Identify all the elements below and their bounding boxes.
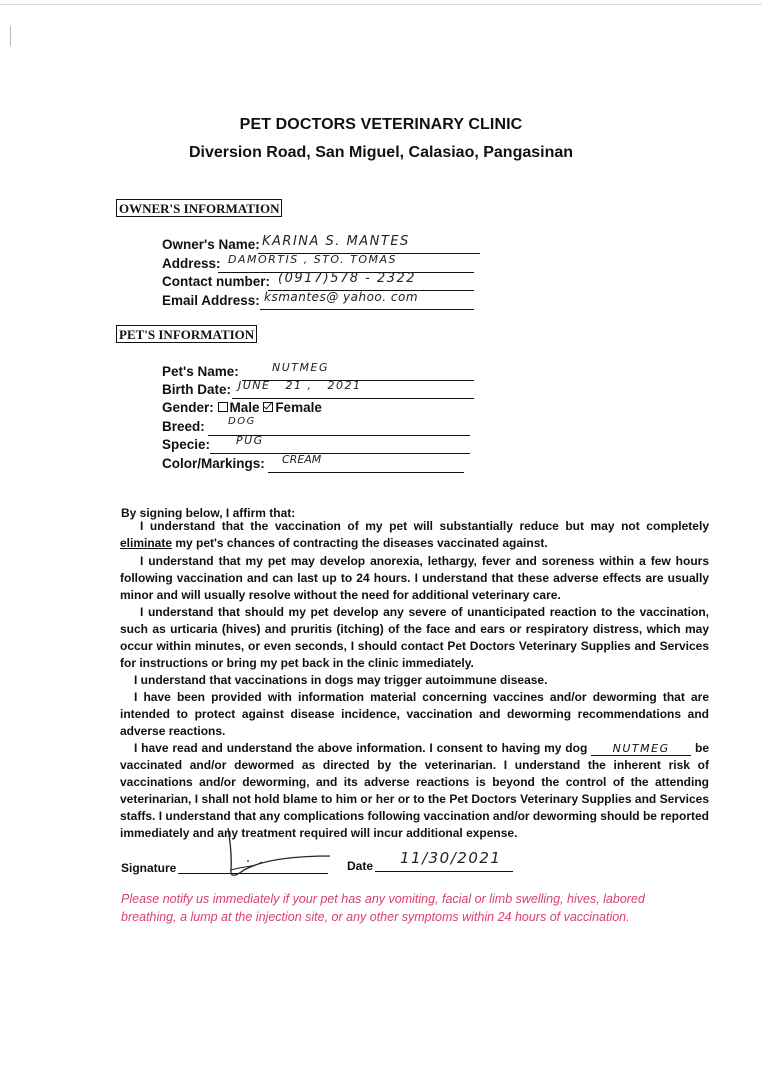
contact-field <box>162 271 417 289</box>
p3-text: I understand that should my pet develop any severe of unanticipated reaction to the vaccination, such as urticaria (hives) and pruritis (itching) of the face and ears or respiratory distress, which may occur within minutes, or even seconds, I should contact Pet Doctors Veterinary Supplies and Services for instructions or bring my pet back in the clinic immediately. <box>120 605 709 670</box>
email-value: ksmantes@ yahoo. com <box>264 290 419 304</box>
address-label: Address: <box>162 256 221 271</box>
p6-text-a: I have read and understand the above information. I consent to having my dog <box>134 741 588 755</box>
birth-date-field <box>162 379 362 397</box>
clinic-address: Diversion Road, San Miguel, Calasiao, Pangasinan <box>188 144 574 161</box>
birth-date-value: JUNE 21 , 2021 <box>238 379 362 392</box>
date-line[interactable] <box>375 871 513 872</box>
signature-label: Signature <box>121 861 177 875</box>
dog-name-blank[interactable]: NUTMEG <box>591 742 691 756</box>
p2-text: I understand that my pet may develop anorexia, lethargy, fever and soreness within a few hours following vaccination and can last up to 24 hours. I understand that these adverse effects are usually minor and will usually resolve without the need for additional veterinary care. <box>120 554 709 602</box>
consent-paragraph-6 <box>120 740 709 842</box>
email-field <box>162 290 419 308</box>
gender-label: Gender: <box>162 400 214 415</box>
color-value: CREAM <box>282 453 322 466</box>
pet-section-title: PET'S INFORMATION <box>116 325 257 343</box>
affirm-heading: By signing below, I affirm that: <box>121 506 296 520</box>
owner-name-field <box>162 234 410 252</box>
consent-paragraph-5 <box>120 689 709 740</box>
p1-text-a: I understand that the vaccination of my pet will substantially reduce but may not completely <box>140 519 709 533</box>
address-value: DAMORTIS , STO. TOMAS <box>228 253 398 266</box>
pet-name-field <box>162 361 329 379</box>
consent-paragraph-2 <box>120 553 709 604</box>
female-label: Female <box>275 400 322 415</box>
owner-name-label: Owner's Name: <box>162 237 260 252</box>
contact-label: Contact number: <box>162 274 270 289</box>
male-label: Male <box>229 400 260 415</box>
signature-mark <box>222 826 342 882</box>
address-field <box>162 253 398 271</box>
color-field <box>162 453 322 471</box>
consent-paragraph-3 <box>120 604 709 672</box>
p1-text-b: my pet's chances of contracting the diseases vaccinated against. <box>175 536 548 550</box>
p5-text: I have been provided with information material concerning vaccines and/or deworming that are intended to protect against disease incidence, vaccination and deworming recommendations and adverse reactions. <box>120 690 709 738</box>
female-checkbox[interactable] <box>263 402 273 412</box>
pet-name-label: Pet's Name: <box>162 364 239 379</box>
contact-value: (0917)578 - 2322 <box>278 271 417 286</box>
birth-date-label: Birth Date: <box>162 382 232 397</box>
notice-text: Please notify us immediately if your pet has any vomiting, facial or limb swelling, hives, labored breathing, a lump at the injection site, or any other symptoms within 24 hours of vaccination. <box>121 892 645 924</box>
gender-field <box>162 400 322 415</box>
p6-text-b: be vaccinated and/or dewormed as directed by the veterinarian. I understand the inherent risk of vaccinations and/or deworming, and its adverse reactions is beyond the control of the attending veterinarian, I shall not hold blame to him or her or to the Pet Doctors Veterinary Supplies and Services staffs. I understand that any complications following vaccination and/or deworming should be reported immediately and any treatment required will incur additional expense. <box>120 741 709 840</box>
breed-label: Breed: <box>162 419 205 434</box>
consent-paragraph-1 <box>120 518 709 552</box>
breed-value: DOG <box>228 416 256 427</box>
owner-name-value: KARINA S. MANTES <box>262 234 410 249</box>
date-value: 11/30/2021 <box>400 849 502 867</box>
consent-paragraph-4 <box>120 672 709 689</box>
page-edge <box>0 4 762 5</box>
breed-field <box>162 416 256 434</box>
clinic-name: PET DOCTORS VETERINARY CLINIC <box>239 116 523 133</box>
color-label: Color/Markings: <box>162 456 265 471</box>
specie-field <box>162 434 264 452</box>
pet-name-value: NUTMEG <box>272 361 329 374</box>
male-checkbox[interactable] <box>218 402 228 412</box>
page-mark <box>10 26 11 46</box>
owner-section-title: OWNER'S INFORMATION <box>116 199 282 217</box>
specie-label: Specie: <box>162 437 211 452</box>
specie-value: PUG <box>236 434 264 447</box>
p1-underlined: eliminate <box>120 536 173 550</box>
email-label: Email Address: <box>162 293 260 308</box>
p4-text: I understand that vaccinations in dogs may trigger autoimmune disease. <box>134 673 548 687</box>
date-label: Date <box>347 859 374 873</box>
